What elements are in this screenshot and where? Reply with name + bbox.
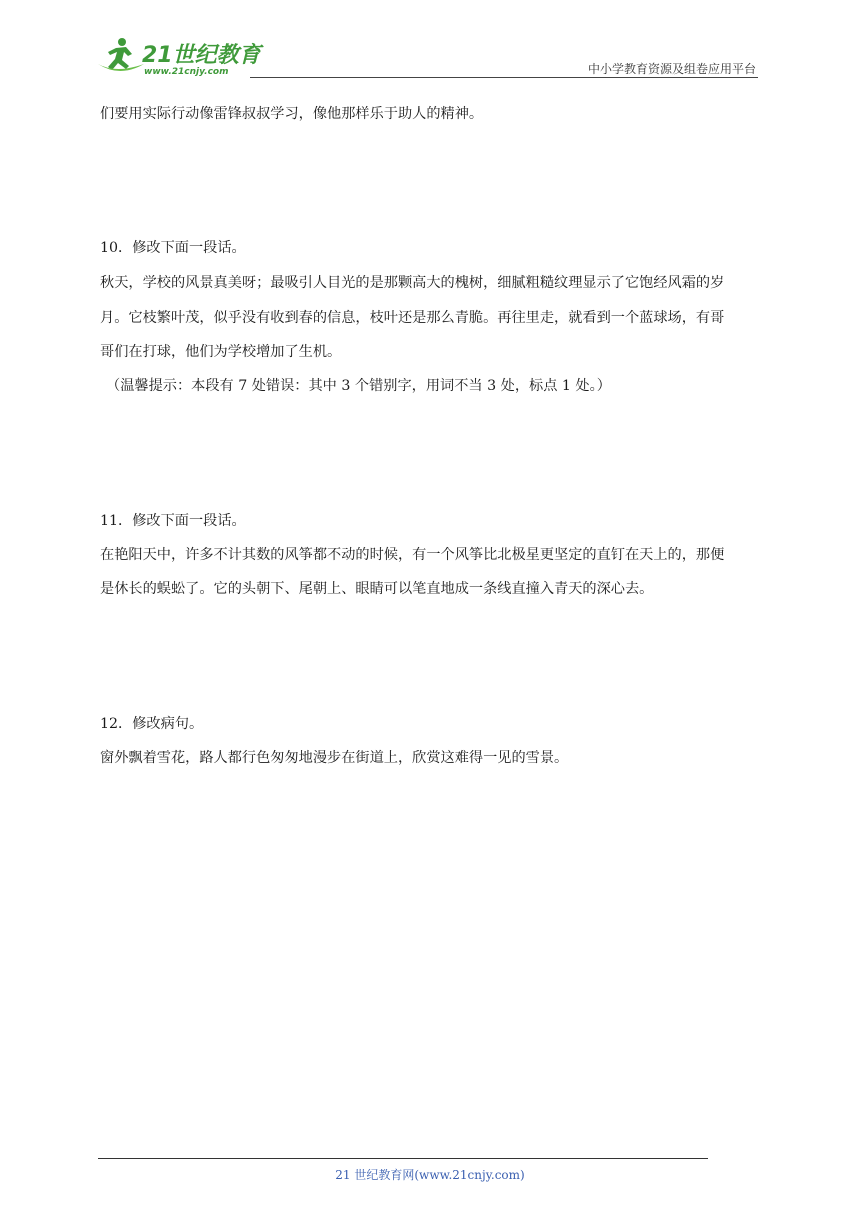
paragraph-line: 是休长的蜈蚣了。它的头朝下、尾朝上、眼睛可以笔直地成一条线直撞入青天的深心去。	[100, 581, 654, 597]
paragraph-line: 哥们在打球，他们为学校增加了生机。	[100, 344, 342, 360]
hint-line: （温馨提示：本段有 7 处错误：其中 3 个错别字，用词不当 3 处，标点 1 处。）	[106, 378, 611, 394]
logo-21cnjy	[96, 34, 266, 78]
paragraph-line: 秋天，学校的风景真美呀；最吸引人目光的是那颗高大的槐树，细腻粗糙纹理显示了它饱经风霜的岁	[100, 275, 725, 291]
page-header	[96, 30, 758, 80]
header-divider	[250, 77, 758, 78]
runner-icon	[98, 38, 144, 71]
paragraph-line: 在艳阳天中，许多不计其数的风筝都不动的时候，有一个风筝比北极星更坚定的直钉在天上的，那便	[100, 547, 725, 563]
question-12-title: 12．修改病句。	[100, 716, 204, 732]
logo-url: www.21cnjy.com	[144, 67, 229, 77]
footer-link[interactable]: 21 世纪教育网(www.21cnjy.com)	[335, 1168, 525, 1182]
question-11-title: 11．修改下面一段话。	[100, 513, 246, 529]
question-10-title: 10．修改下面一段话。	[100, 240, 246, 256]
footer-divider	[98, 1158, 708, 1159]
platform-name: 中小学教育资源及组卷应用平台	[587, 62, 756, 76]
paragraph-line: 窗外飘着雪花，路人都行色匆匆地漫步在街道上，欣赏这难得一见的雪景。	[100, 750, 569, 766]
logo-wordmark: 21世纪教育	[142, 43, 261, 68]
paragraph-line: 月。它枝繁叶茂，似乎没有收到春的信息，枝叶还是那么青脆。再往里走，就看到一个蓝球场，有哥	[100, 310, 725, 326]
paragraph-line: 们要用实际行动像雷锋叔叔学习，像他那样乐于助人的精神。	[100, 106, 484, 122]
